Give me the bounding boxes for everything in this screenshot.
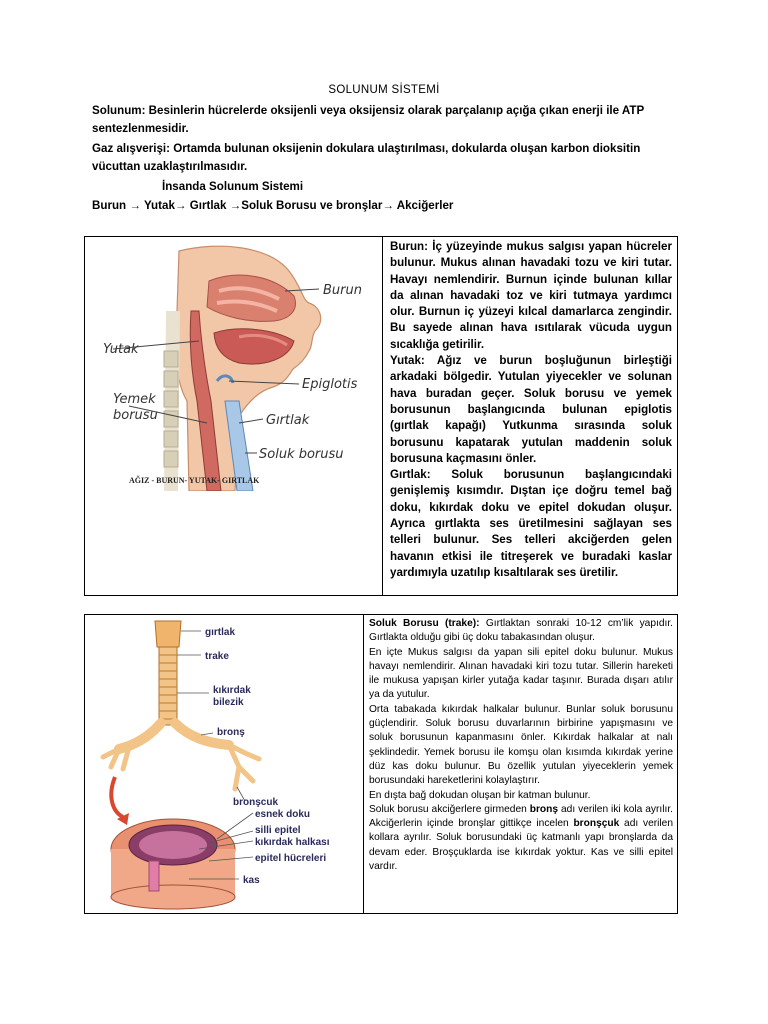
trachea-illustration — [89, 617, 361, 911]
trake-label: Soluk Borusu (trake): — [369, 618, 480, 629]
head-airway-illustration — [89, 241, 379, 491]
bronscuk-term: bronşçuk — [573, 818, 620, 830]
trake-p5c: adı verilen kollara ayrılır. Soluk borusundaki üç katmanlı yapı bronşlarda da devam eder. Broşçuklarda ise kıkırdak yoktur. Kas ve silli epitel vardır. — [369, 818, 673, 873]
yutak-label: Yutak: — [390, 354, 425, 368]
subheading: İnsanda Solunum Sistemi — [162, 180, 304, 193]
label-soluk-borusu: Soluk borusu — [259, 447, 344, 462]
trake-p4: En dışta bağ dokudan oluşan bir katman bulunur. — [369, 789, 591, 801]
label-bilezik: bilezik — [213, 697, 244, 708]
label-kas: kas — [243, 875, 260, 886]
mukus-label: Mukus — [440, 256, 478, 270]
trachea-table — [84, 614, 678, 914]
label-esnek-doku: esnek doku — [255, 809, 311, 820]
burun-text-b: alınan havadaki tozu ve kiri tutar. Havayı nemlendirir. Burnun içinde bulunan kıllar da alınan havadaki toz ve kiri tutmaya yardımcı olur. Burnun iç yüzeyi kılcal damarlarca zengindir. Bu sayede alınan hava ısıtılarak vücuda uygun sıcaklığa getirilir. — [390, 256, 672, 351]
gaz-text: Ortamda bulunan oksijenin dokulara ulaştırılması, dokularda oluşan karbon dioksitin vücuttan uzaklaştırılmasıdır. — [92, 142, 641, 173]
label-yutak: Yutak — [103, 342, 139, 357]
label-brons: bronş — [217, 727, 245, 738]
table1-divider — [382, 237, 383, 595]
figure1-caption: AĞIZ - BURUN- YUTAK- GIRTLAK — [129, 476, 260, 485]
girtlak-text: Soluk borusunun başlangıcındaki genişlemiş kısımdır. Dıştan içe doğru temel bağ doku, kıkırdak doku ve epitel dokudan oluşur. Ayrıca gırtlakta ses üretilmesini sağlayan ses telleri bulunur. Ses telleri akciğerden gelen havanın etkisi ile titreşerek ve buradaki kaslar yardımıyla uzatılıp kısaltılarak ses üretilir. — [390, 468, 672, 579]
upper-airway-table — [84, 236, 678, 596]
label-kikirdak: kıkırdak — [213, 685, 251, 696]
trake-p3: Orta tabakada kıkırdak halkalar bulunur. Bunlar soluk borusunu güçlendirir. Soluk borusu duvarlarının birbirine yapışmasını ve soluk borusunun kapanmasını önler. Kıkırdak halkalar at nalı şeklindedir. Yemek borusu ile komşu olan kısımda kıkırdak yerine düz kas doku bulunur. Bu özellik yutulan yiyeceklerin yemek borusundaki hareketlerini kolaylaştırır. — [369, 703, 673, 787]
upper-airway-text — [390, 239, 672, 581]
label-bronscuk: bronşcuk — [233, 797, 279, 808]
burun-label: Burun: — [390, 240, 428, 253]
label-kikirdak-halkasi: kıkırdak halkası — [255, 837, 330, 848]
trake-p5b: adı verilen iki kola ayrılır. Akciğerlerin içinde bronşlar gittikçe incelen — [369, 803, 673, 830]
gaz-alisverisi-definition — [92, 140, 682, 176]
label-silli-epitel: silli epitel — [255, 825, 301, 836]
label-girtlak: Gırtlak — [266, 413, 310, 428]
trake-p5a: Soluk borusu akciğerlere girmeden — [369, 803, 530, 815]
table2-divider — [363, 615, 364, 913]
label-girtlak-2: gırtlak — [205, 627, 236, 638]
trake-p2: En içte Mukus salgısı da yapan sili epitel doku bulunur. Mukus havayı nemlendirir. Alınan havadaki kiri tozu tutar. Sillerin hareketi ile mukusa yapışan kirler yutağa kadar taşınır. Burada dışarı atılır ya da yutulur. — [369, 646, 673, 701]
solunum-text: Besinlerin hücrelerde oksijenli veya oksijensiz olarak parçalanıp açığa çıkan enerji ile ATP sentezlenmesidir. — [92, 104, 644, 135]
yutak-text: Ağız ve burun boşluğunun birleştiği arkadaki bölgedir. Yutulan yiyecekler ve solunan hava buradan geçer. Soluk borusu ve yemek borusunun başlangıcında bulunan epiglotis (gırtlak kapağı) Yutkunma sırasında soluk borusunu kapatarak yutulan maddenin soluk borusuna kaçmasını önler. — [390, 354, 672, 465]
label-burun: Burun — [323, 283, 362, 298]
girtlak-label: Gırtlak: — [390, 468, 431, 482]
respiratory-path: Burun → Yutak→ Gırtlak →Soluk Borusu ve bronşlar→ Akciğerler — [92, 199, 454, 212]
trake-p1: Gırtlaktan sonraki 10-12 cm’lik yapıdır. Gırtlakta olduğu gibi üç doku tabakasından oluşur. — [369, 618, 673, 644]
solunum-label: Solunum: — [92, 104, 146, 117]
trachea-text — [369, 617, 673, 874]
label-trake: trake — [205, 651, 229, 662]
label-borusu: borusu — [113, 408, 158, 423]
label-yemek: Yemek — [113, 392, 156, 407]
label-epitel-hucreleri: epitel hücreleri — [255, 853, 327, 864]
brons-term: bronş — [529, 803, 559, 815]
label-epiglotis: Epiglotis — [302, 377, 358, 392]
burun-text-a: İç yüzeyinde mukus salgısı yapan hücreler bulunur. — [390, 240, 672, 270]
gaz-label: Gaz alışverişi: — [92, 142, 170, 155]
document-title: SOLUNUM SİSTEMİ — [328, 84, 440, 96]
solunum-definition — [92, 102, 682, 138]
